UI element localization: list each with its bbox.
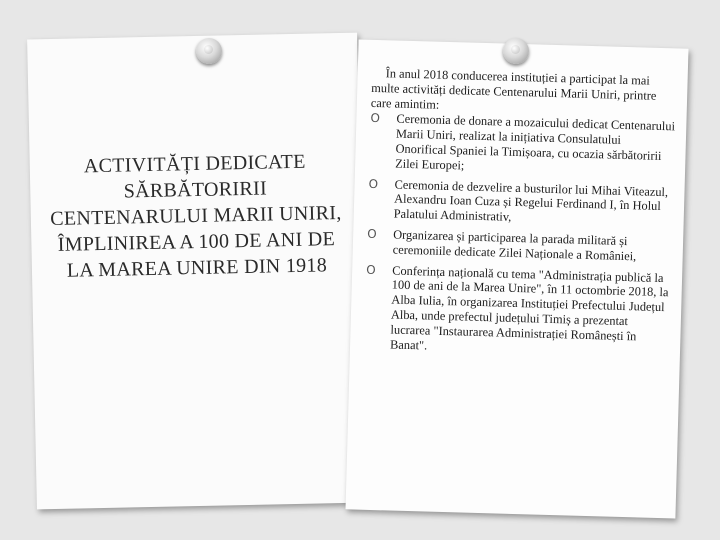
bullet-icon: O <box>367 226 377 242</box>
bullet-icon: O <box>370 111 381 126</box>
bullet-icon: O <box>368 176 379 191</box>
list-item-text: Conferința națională cu tema "Administrația publică la 100 de ani de la Marea Unire", în 11 octombrie 2018, la Alba Iulia, în organizarea Instituției Prefectului Județul Alba, unde prefectul județului Timiș a prezentat lucrarea "Instaurarea Administrației Românești în Banat". <box>389 263 669 353</box>
list-item <box>368 176 674 229</box>
content-body <box>364 66 677 366</box>
intro-paragraph: În anul 2018 conducerea instituției a participat la mai multe activități dedicate Centenarului Marii Uniri, printre care amintim: <box>370 66 657 112</box>
list-item-text: Ceremonia de dezvelire a busturilor lui Mihai Viteazul, Alexandru Ioan Cuza și Regelui Ferdinand I, în Holul Palatului Administrativ, <box>393 177 669 224</box>
pushpin-icon <box>503 38 529 64</box>
list-item <box>367 227 673 265</box>
right-paper-card <box>346 39 689 518</box>
slide-title: ACTIVITĂȚI DEDICATE SĂRBĂTORIRII CENTENARULUI MARII UNIRI, ÎMPLINIREA A 100 DE ANI DE LA MAREA UNIRE DIN 1918 <box>49 150 342 282</box>
list-item <box>364 262 671 359</box>
list-item-text: Ceremonia de donare a mozaicului dedicat Centenarului Marii Uniri, realizat la inițiativa Consulatului Onorifical Spaniei la Timișoara, cu ocazia sărbătoririi Zilei Europei; <box>394 111 676 173</box>
activity-list <box>364 111 676 359</box>
list-item <box>369 111 676 179</box>
bullet-icon: O <box>366 262 376 277</box>
list-item-text: Organizarea și participarea la parada militară și ceremoniile dedicate Zilei Naționale a României, <box>392 227 637 264</box>
pushpin-icon <box>196 38 222 64</box>
left-paper-card <box>27 33 367 510</box>
